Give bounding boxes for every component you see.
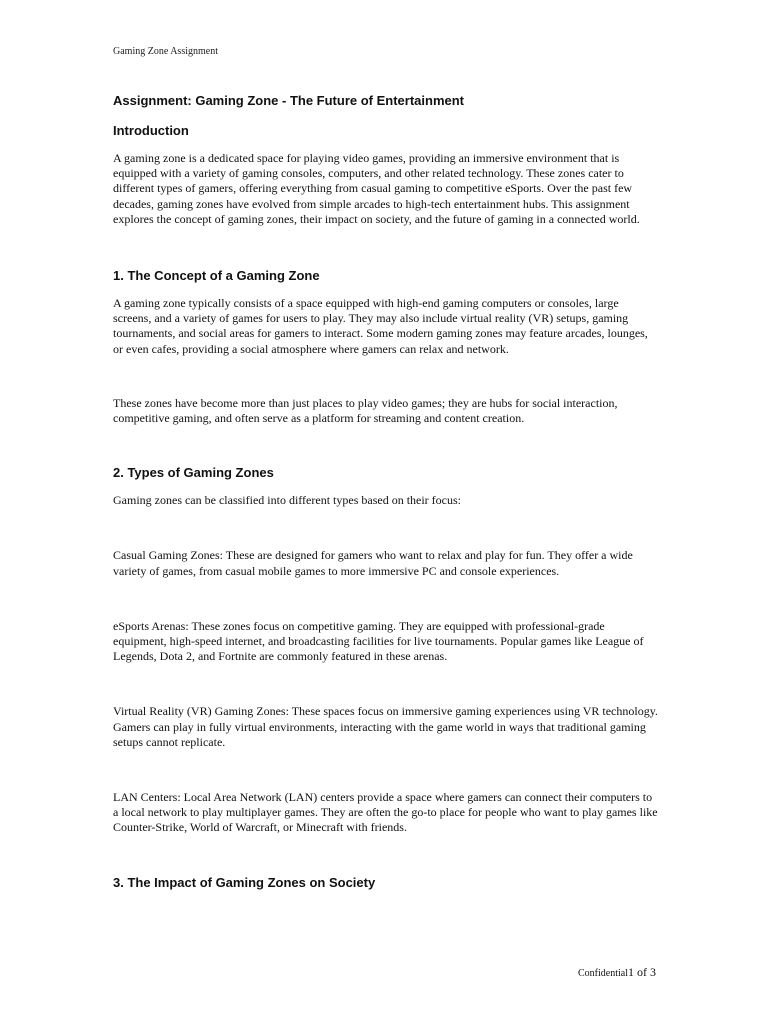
section-heading-concept: 1. The Concept of a Gaming Zone bbox=[113, 268, 320, 284]
concept-paragraph-1: A gaming zone typically consists of a space equipped with high-end gaming computers or consoles, large screens, and a variety of games for users to play. They may also include virtual reality (VR) setups, gaming tournaments, and social areas for gamers to interact. Some modern gaming zones may feature arcades, lounges, or even cafes, providing a social atmosphere where gamers can relax and network. bbox=[113, 296, 648, 356]
running-header: Gaming Zone Assignment bbox=[113, 46, 218, 57]
spacer bbox=[113, 357, 658, 396]
list-item: LAN Centers: Local Area Network (LAN) centers provide a space where gamers can connect their computers to a local network to play multiplayer games. They are often the go-to place for people who want to play games like Counter-Strike, World of Warcraft, or Minecraft with friends. bbox=[113, 790, 658, 835]
section-heading-impact: 3. The Impact of Gaming Zones on Society bbox=[113, 874, 376, 890]
list-item: Casual Gaming Zones: These are designed for gamers who want to relax and play for fun. They offer a wide variety of games, from casual mobile games to more immersive PC and console experiences. bbox=[113, 548, 633, 578]
section-heading-types: 2. Types of Gaming Zones bbox=[113, 465, 274, 481]
page-footer bbox=[578, 963, 656, 981]
spacer bbox=[113, 426, 658, 464]
spacer bbox=[113, 750, 658, 790]
introduction-paragraph: A gaming zone is a dedicated space for playing video games, providing an immersive environment that is equipped with a variety of gaming consoles, computers, and other related technology. These zones cater to different types of gamers, offering everything from casual gaming to competitive eSports. Over the past few decades, gaming zones have evolved from simple arcades to high-tech entertainment hubs. This assignment explores the concept of gaming zones, their impact on society, and the future of gaming in a connected world. bbox=[113, 151, 640, 226]
concept-paragraph-2: These zones have become more than just places to play video games; they are hubs for social interaction, competitive gaming, and often serve as a platform for streaming and content creation. bbox=[113, 395, 618, 426]
spacer bbox=[113, 508, 658, 548]
confidential-label: Confidential bbox=[578, 968, 628, 979]
spacer bbox=[113, 836, 658, 874]
spacer bbox=[113, 664, 658, 704]
types-intro-paragraph: Gaming zones can be classified into different types based on their focus: bbox=[113, 493, 462, 508]
list-item: eSports Arenas: These zones focus on competitive gaming. They are equipped with professional-grade equipment, high-speed internet, and broadcasting facilities for live tournaments. Popular games like League of Legends, Dota 2, and Fortnite are commonly featured in these arenas. bbox=[113, 618, 644, 664]
page-number: 1 of 3 bbox=[628, 965, 656, 979]
spacer bbox=[113, 579, 658, 619]
spacer bbox=[113, 227, 658, 267]
list-item: Virtual Reality (VR) Gaming Zones: These spaces focus on immersive gaming experiences using VR technology. Gamers can play in fully virtual environments, interacting with the game world in ways that traditional gaming setups cannot replicate. bbox=[113, 704, 658, 749]
document-body bbox=[113, 92, 658, 903]
document-title: Assignment: Gaming Zone - The Future of Entertainment bbox=[113, 93, 465, 108]
introduction-heading: Introduction bbox=[113, 123, 189, 138]
